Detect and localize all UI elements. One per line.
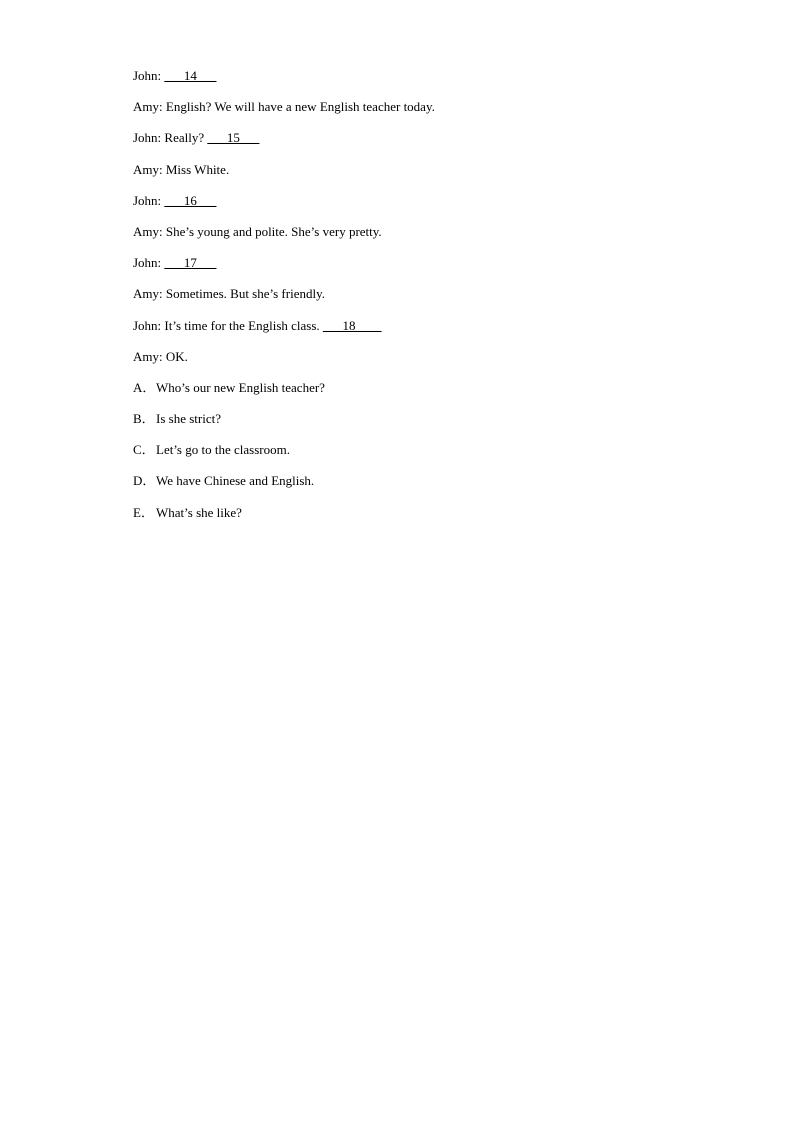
option-letter: D． (133, 473, 156, 489)
speaker-label: Amy: (133, 161, 163, 177)
exercise-content (133, 67, 693, 535)
option-letter: A． (133, 379, 156, 395)
answer-blank: ___18____ (322, 317, 382, 333)
answer-blank: ___16___ (164, 192, 217, 208)
option-line (133, 410, 693, 441)
option-text: We have Chinese and English. (156, 473, 315, 489)
option-line (133, 441, 693, 472)
line-text: Miss White. (165, 161, 230, 177)
option-text: What’s she like? (156, 504, 242, 520)
speaker-label: Amy: (133, 99, 163, 115)
option-line (133, 379, 693, 410)
dialogue-line (133, 98, 693, 129)
dialogue-line (133, 348, 693, 379)
dialogue-line (133, 254, 693, 285)
dialogue-line (133, 129, 693, 160)
answer-blank: ___15___ (207, 130, 260, 146)
speaker-label: John: (133, 317, 162, 333)
line-text: It’s time for the English class. (164, 317, 323, 333)
option-text: Let’s go to the classroom. (156, 442, 290, 458)
line-text: Really? (164, 130, 208, 146)
option-letter: B． (133, 411, 155, 427)
option-letter: C． (133, 442, 155, 458)
dialogue-line (133, 161, 693, 192)
option-line (133, 472, 693, 503)
speaker-label: Amy: (133, 223, 163, 239)
line-text: OK. (165, 348, 188, 364)
speaker-label: Amy: (133, 348, 163, 364)
line-text: Sometimes. But she’s friendly. (165, 286, 325, 302)
dialogue-line (133, 192, 693, 223)
answer-blank: ___14___ (164, 68, 217, 83)
option-letter: E． (133, 504, 154, 520)
speaker-label: Amy: (133, 286, 163, 302)
speaker-label: John: (133, 68, 162, 83)
speaker-label: John: (133, 192, 162, 208)
option-line (133, 504, 693, 535)
speaker-label: John: (133, 255, 162, 271)
dialogue-line (133, 223, 693, 254)
answer-blank: ___17___ (164, 255, 217, 271)
dialogue-line (133, 317, 693, 348)
line-text: English? We will have a new English teacher today. (165, 99, 435, 115)
option-text: Who’s our new English teacher? (156, 379, 325, 395)
line-text: She’s young and polite. She’s very pretty. (165, 223, 382, 239)
option-text: Is she strict? (156, 411, 221, 427)
dialogue-line (133, 285, 693, 316)
speaker-label: John: (133, 130, 162, 146)
dialogue-line (133, 67, 693, 98)
